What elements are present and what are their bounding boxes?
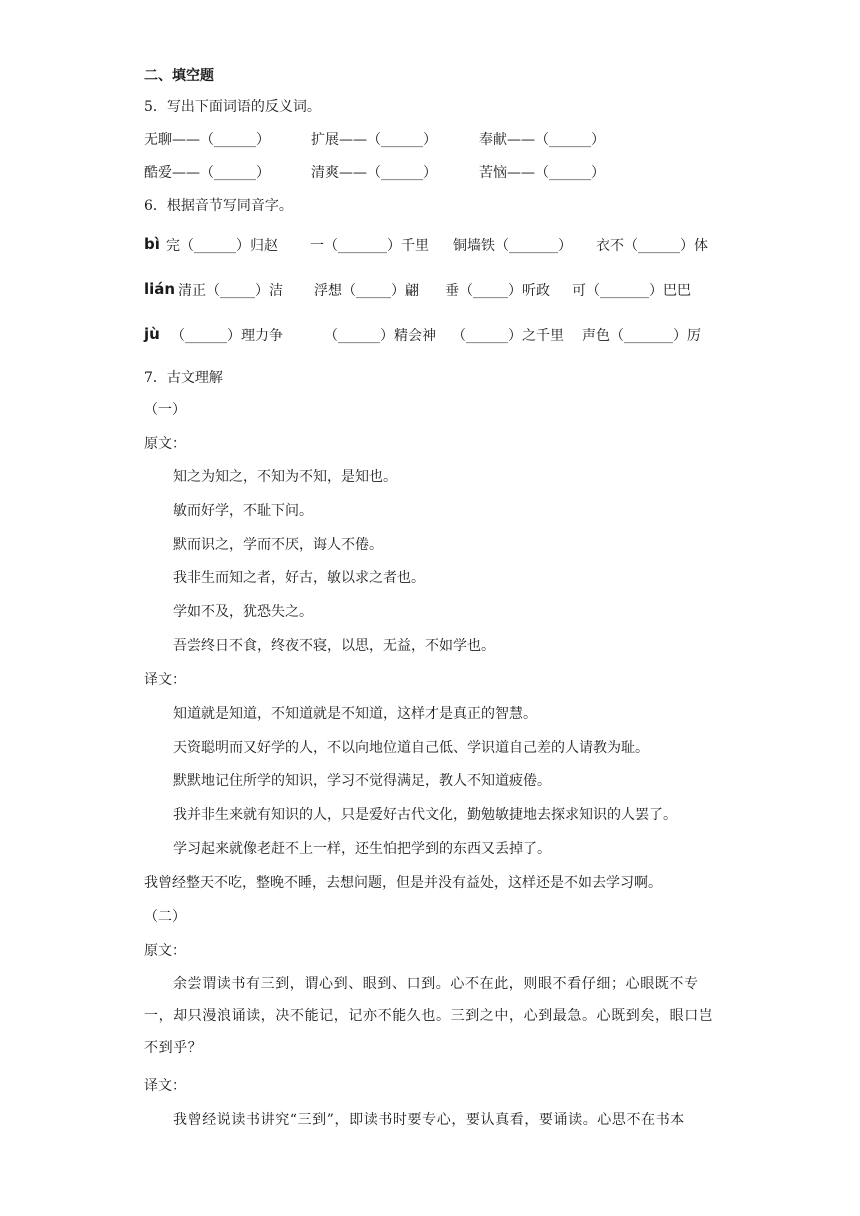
q6-prompt: 6．根据音节写同音字。	[144, 198, 293, 214]
homophone-blank: 浮想（_____）翩	[314, 283, 419, 299]
original-line: 我非生而知之者，好古，敏以求之者也。	[173, 570, 425, 586]
translation-line: 学习起来就像老赶不上一样，还生怕把学到的东西又丢掉了。	[173, 841, 551, 857]
homophone-blank: 可（_______）巴巴	[572, 283, 691, 299]
part1-original-label: 原文：	[144, 436, 186, 452]
translation-line: 天资聪明而又好学的人，不以向地位道自己低、学识道自己差的人请教为耻。	[173, 740, 649, 756]
translation-line: 我曾经整天不吃，整晚不睡，去想问题，但是并没有益处，这样还是不如去学习啊。	[144, 875, 662, 891]
homophone-blank: （______）之千里	[452, 328, 564, 344]
homophone-blank: （______）精会神	[324, 328, 436, 344]
original-line: 知之为知之，不知为不知，是知也。	[173, 469, 397, 485]
q5-prompt: 5．写出下面词语的反义词。	[144, 99, 321, 115]
part1-label: （一）	[144, 402, 186, 418]
part2-original-paragraph: 余尝谓读书有三到，谓心到、眼到、口到。心不在此，则眼不看仔细；心眼既不专一，却只漫浪诵读，决不能记，记亦不能久也。三到之中，心到最急。心既到矣，眼口岂不到乎？	[144, 976, 714, 1056]
homophone-blank: （______）理力争	[171, 328, 283, 344]
antonym-blank: 扩展——（______）	[311, 132, 437, 148]
antonym-blank: 清爽——（______）	[311, 165, 437, 181]
original-line: 敏而好学，不耻下问。	[173, 503, 313, 519]
original-line: 默而识之，学而不厌，诲人不倦。	[173, 537, 383, 553]
section-title: 二、填空题	[144, 68, 214, 84]
homophone-blank: 衣不（______）体	[596, 238, 708, 254]
homophone-blank: 清正（_____）洁	[178, 283, 283, 299]
antonym-blank: 无聊——（______）	[144, 132, 270, 148]
homophone-blank: 垂（_____）听政	[445, 283, 550, 299]
homophone-blank: 一（_______）千里	[310, 238, 429, 254]
translation-line: 我并非生来就有知识的人，只是爱好古代文化，勤勉敏捷地去探求知识的人罢了。	[173, 807, 677, 823]
part2-label: （二）	[144, 909, 186, 925]
pinyin-label: lián	[144, 280, 176, 298]
part1-translation-label: 译文：	[144, 672, 186, 688]
original-line: 学如不及，犹恐失之。	[173, 604, 313, 620]
pinyin-label: jù	[144, 325, 160, 343]
original-line: 吾尝终日不食，终夜不寝，以思，无益，不如学也。	[173, 638, 495, 654]
part2-translation-label: 译文：	[144, 1078, 186, 1094]
antonym-blank: 酷爱——（______）	[144, 165, 270, 181]
translation-line: 知道就是知道，不知道就是不知道，这样才是真正的智慧。	[173, 706, 537, 722]
q7-prompt: 7．古文理解	[144, 370, 223, 386]
part2-original-label: 原文：	[144, 943, 186, 959]
translation-line: 默默地记住所学的知识，学习不觉得满足，教人不知道疲倦。	[173, 773, 551, 789]
homophone-blank: 铜墙铁（_______）	[453, 238, 572, 254]
homophone-blank: 完（______）归赵	[166, 238, 278, 254]
antonym-blank: 苦恼——（______）	[479, 165, 605, 181]
homophone-blank: 声色（_______）厉	[582, 328, 701, 344]
pinyin-label: bì	[144, 235, 160, 253]
antonym-blank: 奉献——（______）	[479, 132, 605, 148]
part2-translation-paragraph: 我曾经说读书讲究“三到”，即读书时要专心，要认真看，要诵读。心思不在书本	[173, 1112, 685, 1128]
